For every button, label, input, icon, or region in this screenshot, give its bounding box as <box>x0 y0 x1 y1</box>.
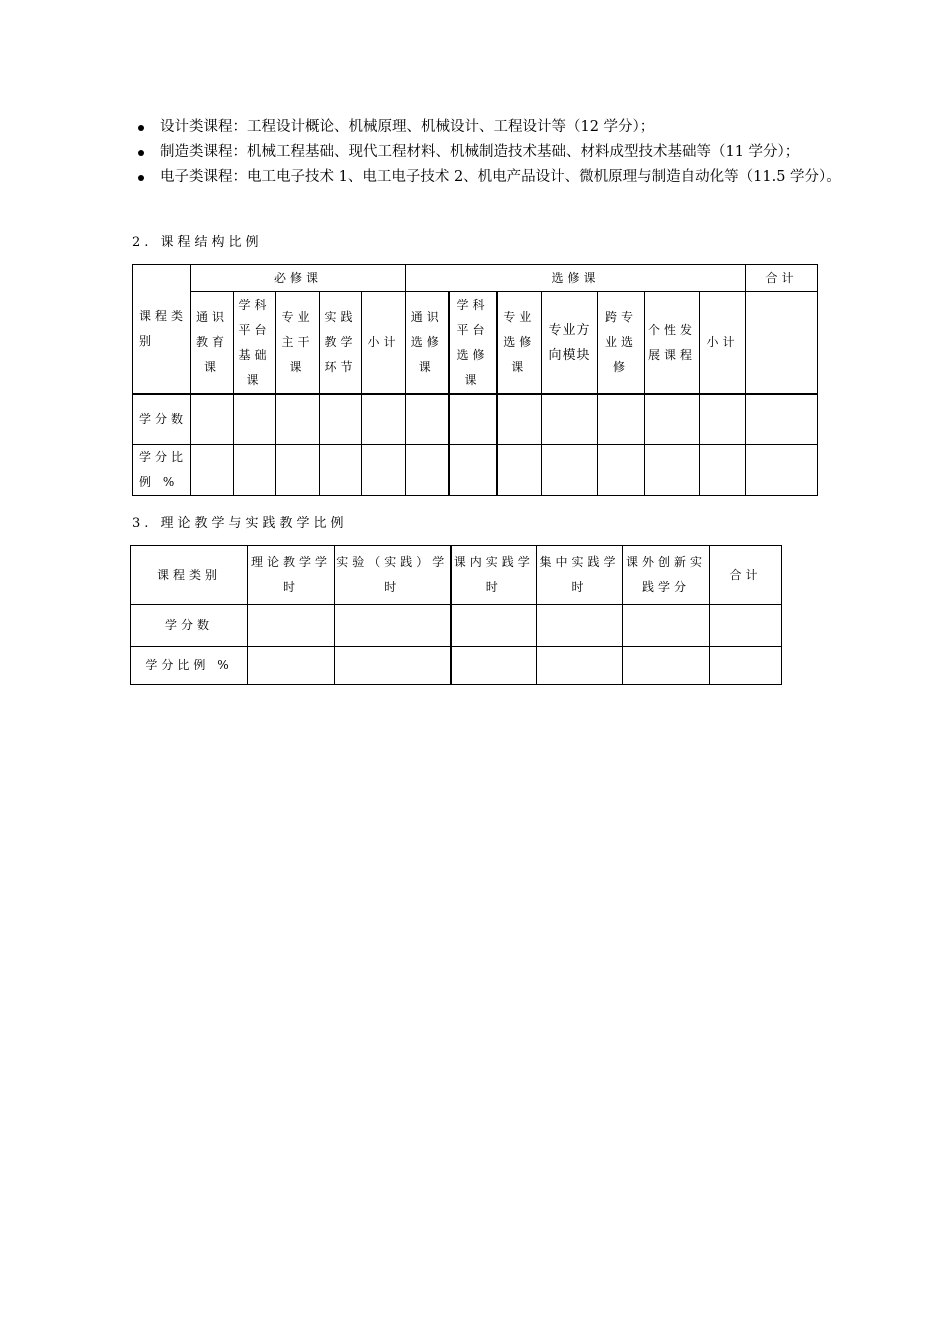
col-major-direction-module: 专业方向模块 <box>542 292 598 395</box>
table-cell <box>623 605 710 647</box>
bullet-design-courses: 设计类课程：工程设计概论、机械原理、机械设计、工程设计等（12 学分）； <box>136 116 876 139</box>
table-cell <box>542 445 598 496</box>
col-platform-elective: 学科平台选修课 <box>449 292 497 395</box>
row-credit-ratio: 学分比例 % <box>133 445 191 496</box>
table-cell <box>335 647 451 685</box>
col-total <box>746 292 818 395</box>
table-cell <box>537 605 623 647</box>
table-cell <box>248 605 335 647</box>
table-cell <box>598 445 645 496</box>
theory-practice-table <box>130 545 782 685</box>
table-cell <box>406 394 449 445</box>
table-cell <box>248 647 335 685</box>
group-total: 合计 <box>746 265 818 292</box>
col-required-subtotal: 小计 <box>362 292 406 395</box>
table-cell <box>710 605 782 647</box>
table-cell <box>191 394 234 445</box>
course-bullet-list <box>136 116 876 191</box>
bullet-manufacturing-courses: 制造类课程：机械工程基础、现代工程材料、机械制造技术基础、材料成型技术基础等（11 学分）； <box>136 141 876 164</box>
col-elective-subtotal: 小计 <box>700 292 746 395</box>
col-general-elective: 通识选修课 <box>406 292 449 395</box>
table-cell <box>449 445 497 496</box>
table-cell <box>700 445 746 496</box>
bullet-dot-icon <box>138 175 144 181</box>
col-total: 合计 <box>710 546 782 605</box>
table-cell <box>320 394 362 445</box>
col-personal-development: 个性发展课程 <box>645 292 700 395</box>
table-cell <box>497 445 542 496</box>
table-cell <box>451 605 537 647</box>
col-cross-major-elective: 跨专业选修 <box>598 292 645 395</box>
col-theory-hours: 理论教学学时 <box>248 546 335 605</box>
bullet-dot-icon <box>138 150 144 156</box>
row-credit-ratio: 学分比例 % <box>131 647 248 685</box>
col-extracurricular-innovation-credits: 课外创新实践学分 <box>623 546 710 605</box>
col-in-class-practice-hours: 课内实践学时 <box>451 546 537 605</box>
table-cell <box>335 605 451 647</box>
table-cell <box>362 445 406 496</box>
section3-heading: 3. 理论教学与实践教学比例 <box>132 516 348 531</box>
table-cell <box>598 394 645 445</box>
col-concentrated-practice-hours: 集中实践学时 <box>537 546 623 605</box>
col-major-elective: 专业选修课 <box>497 292 542 395</box>
table-cell <box>320 445 362 496</box>
table-cell <box>537 647 623 685</box>
section2-heading: 2. 课程结构比例 <box>132 235 263 250</box>
row-credits: 学分数 <box>131 605 248 647</box>
course-structure-table <box>132 264 818 496</box>
table-cell <box>623 647 710 685</box>
table-cell <box>276 445 320 496</box>
table-cell <box>449 394 497 445</box>
table-cell <box>276 394 320 445</box>
col-lab-practice-hours: 实验（实践）学时 <box>335 546 451 605</box>
table-cell <box>362 394 406 445</box>
table-cell <box>497 394 542 445</box>
bullet-electronics-courses: 电子类课程：电工电子技术 1、电工电子技术 2、机电产品设计、微机原理与制造自动化等（11.5 学分）。 <box>136 166 876 189</box>
group-required: 必修课 <box>191 265 406 292</box>
table-cell <box>645 445 700 496</box>
table-cell <box>645 394 700 445</box>
row-credits: 学分数 <box>133 394 191 445</box>
table-cell <box>700 394 746 445</box>
table-cell <box>406 445 449 496</box>
col-major-core: 专业主干课 <box>276 292 320 395</box>
col-general-education: 通识教育课 <box>191 292 234 395</box>
table-cell <box>746 394 818 445</box>
table-cell <box>191 445 234 496</box>
table-cell <box>710 647 782 685</box>
col-discipline-platform: 学科平台基础课 <box>234 292 276 395</box>
col-practice-teaching: 实践教学环节 <box>320 292 362 395</box>
row-header-course-category: 课程类 别 <box>133 265 191 395</box>
table-cell <box>542 394 598 445</box>
corner-course-category: 课程类别 <box>131 546 248 605</box>
group-elective: 选修课 <box>406 265 746 292</box>
table-cell <box>234 394 276 445</box>
bullet-dot-icon <box>138 125 144 131</box>
table-cell <box>451 647 537 685</box>
table-cell <box>234 445 276 496</box>
table-cell <box>746 445 818 496</box>
